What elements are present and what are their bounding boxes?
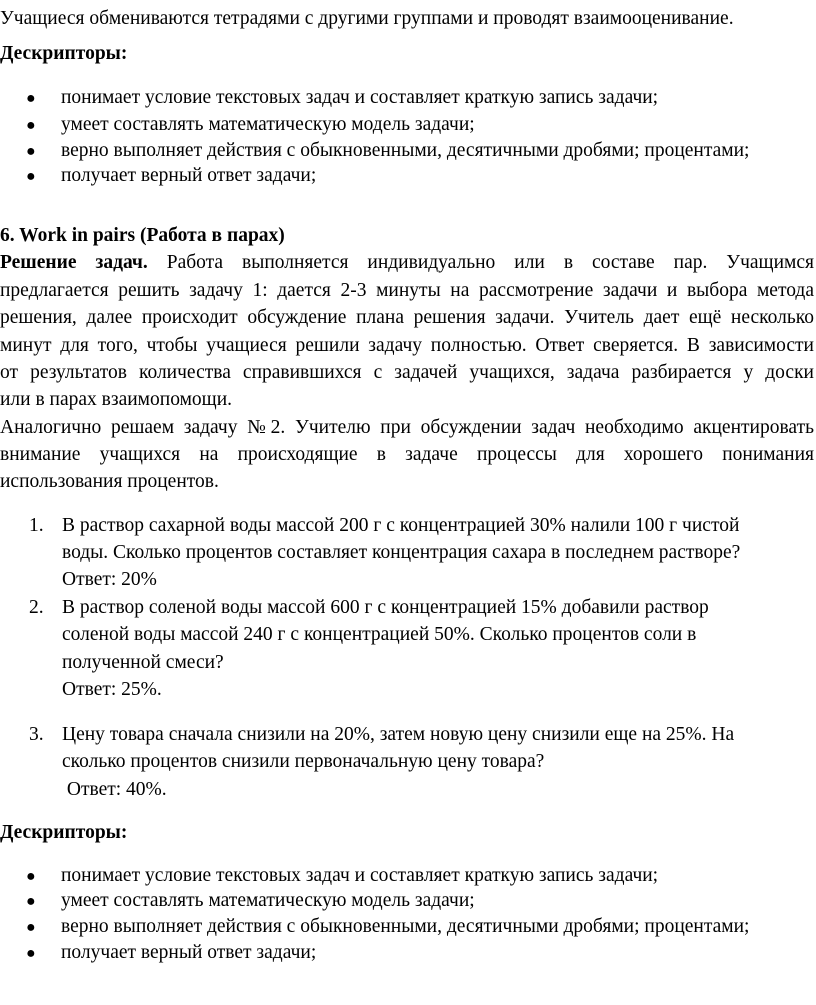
descriptor-text: верно выполняет действия с обыкновенными, десятичными дробями; процентами; (61, 916, 750, 937)
paragraph-line: минут для того, чтобы учащиеся решили задачу полностью. Ответ сверяется. В зависимости (0, 335, 814, 356)
paragraph-line: решения, далее происходит обсуждение плана решения задачи. Учитель дает ещё несколько (0, 307, 814, 328)
bullet-icon: ● (26, 168, 36, 185)
problem-text: В раствор сахарной воды массой 200 г с концентрацией 30% налили 100 г чистой (62, 515, 740, 536)
bullet-icon: ● (26, 945, 36, 962)
paragraph-line: Аналогично решаем задачу №2. Учителю при обсуждении задач необходимо акцентировать (0, 417, 814, 438)
descriptors-heading-2: Дескрипторы: (0, 822, 128, 843)
problem-answer: Ответ: 25%. (62, 679, 162, 700)
descriptor-text: умеет составлять математическую модель задачи; (61, 114, 475, 135)
descriptor-text: понимает условие текстовых задач и составляет краткую запись задачи; (61, 865, 659, 886)
bullet-icon: ● (26, 143, 36, 160)
problem-text: полученной смеси? (62, 652, 224, 673)
descriptor-text: получает верный ответ задачи; (61, 165, 317, 186)
problem-text: В раствор соленой воды массой 600 г с концентрацией 15% добавили раствор (62, 597, 709, 618)
paragraph-line-text: Работа выполняется индивидуально или в составе пар. Учащимся (166, 252, 814, 273)
problem-text: соленой воды массой 240 г с концентрацией 50%. Сколько процентов соли в (62, 624, 697, 645)
bullet-icon: ● (26, 919, 36, 936)
problem-text: воды. Сколько процентов составляет концентрация сахара в последнем растворе? (62, 542, 741, 563)
intro-text: Учащиеся обмениваются тетрадями с другими группами и проводят взаимооценивание. (0, 8, 734, 29)
problem-text: Цену товара сначала снизили на 20%, затем новую цену снизили еще на 25%. На (62, 724, 735, 745)
bullet-icon: ● (26, 868, 36, 885)
descriptor-text: получает верный ответ задачи; (61, 942, 317, 963)
paragraph-line: от результатов количества справившихся с задачей учащихся, задача разбирается у доски (0, 362, 814, 383)
problem-number: 1. (29, 515, 44, 536)
paragraph-line: предлагается решить задачу 1: дается 2-3 минуты на рассмотрение задачи и выбора метода (0, 280, 814, 301)
problem-answer: Ответ: 20% (62, 569, 157, 590)
paragraph-line: использования процентов. (0, 471, 219, 492)
bullet-icon: ● (26, 90, 36, 107)
descriptor-text: умеет составлять математическую модель задачи; (61, 890, 475, 911)
paragraph-line: внимание учащихся на происходящие в задаче процессы для хорошего понимания (0, 444, 814, 465)
section-title: 6. Work in pairs (Работа в парах) (0, 225, 285, 246)
problem-number: 2. (29, 597, 44, 618)
paragraph-line (0, 253, 814, 273)
bullet-icon: ● (26, 117, 36, 134)
problem-answer: Ответ: 40%. (62, 779, 167, 800)
descriptor-text: верно выполняет действия с обыкновенными, десятичными дробями; процентами; (61, 140, 750, 161)
paragraph-line: или в парах взаимопомощи. (0, 389, 233, 410)
problem-text: сколько процентов снизили первоначальную цену товара? (62, 751, 545, 772)
problem-number: 3. (29, 724, 44, 745)
descriptors-heading-1: Дескрипторы: (0, 43, 128, 64)
solution-label: Решение задач. (0, 252, 148, 273)
descriptor-text: понимает условие текстовых задач и составляет краткую запись задачи; (61, 87, 659, 108)
bullet-icon: ● (26, 893, 36, 910)
